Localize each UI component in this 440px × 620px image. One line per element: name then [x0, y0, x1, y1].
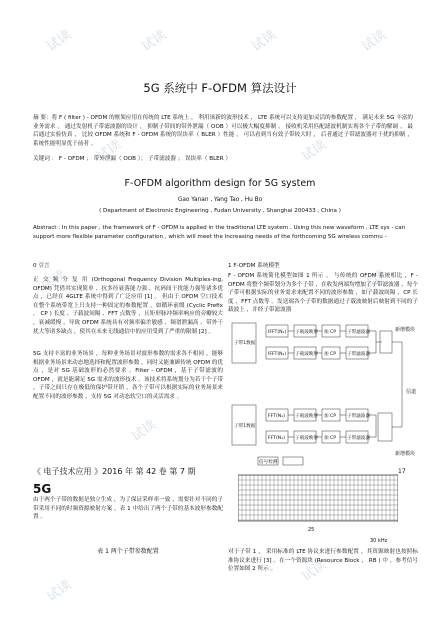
affiliation-en: ( Department of Electronic Engineering , Fudan University , Shanghai 200433 , China ) [99, 208, 341, 214]
watermark: 试读 [44, 27, 75, 55]
left-paragraph-3: 由于两个子带的数据是独立生成 ，为了保证采样率一致 ，需要针对不同的子带采用不同的时频资源映射方案 。表 1 中给出了两个子带的基本波形参数配置 。 [33, 497, 223, 521]
freq-label: 30 kHz [370, 538, 388, 543]
table-caption: 表 1 两个子带参数配置 [97, 548, 159, 555]
cp-label-2: 加 CP [324, 352, 337, 357]
lower-sub-data-label: 子带1数据 [234, 424, 256, 429]
watermark: 试读 [299, 557, 330, 585]
channel-label: 信道 [406, 389, 417, 395]
watermark: 试读 [139, 27, 170, 55]
journal-citation: 《 电子技术应用 》2016 年 第 42 卷 第 7 期 [33, 467, 196, 476]
figure-page-number: 25 [308, 527, 315, 533]
paper-title-cn: 5G 系统中 F-OFDM 算法设计 [143, 81, 297, 95]
watermark: 试读 [299, 137, 330, 165]
cp-label-4: 加 CP [324, 436, 337, 441]
abstract-en: Abstract : In this paper , the framework of F - OFDM is applied in the traditional LTE system . Using this new waveform , LTE sys - can support more flexible parameter configuration , which will meet the increasing needs of the forthcoming 5G wireless commu - [33, 225, 406, 240]
watermark: 试读 [359, 27, 390, 55]
left-paragraph-2: 5G 支持丰富的业务场景 ，每种业务场景对波形参数的需求各不相同 ，能够根据业务场景来动态地选择和配置波形参数 ，同时又能兼顾传统 OFDM 的优点 ，是对 5G 基础波形的必然要求 。Filter - OFDM ，基于子带滤波的 OFDM ，就是能满足 5G 需求的波形技术 。该技术将系统划分为若干个子带 ，子带之间只存在极低的保护带开销 ，各个子带可以根据实际的业务场景来配置不同的波形参数 ，支持 5G 对动态软空口的灵活需求 。 [33, 351, 223, 400]
right-paragraph-1: F - OFDM 系统简化模型如图 1 所示 。 与传统的 OFDM 系统相比 ，F - OFDM 将整个频带划分为多个子带 ，在收发两端均增加了子带滤波器 。每个子带可根据实际的业务需求来配置不同的波形参数 ，如子载波间隔 、CP 长度 、FFT 点数等 。发送端各个子带的数据通过子载波映射后映射到不同的子载波上 ，并经子带滤波器 [228, 273, 418, 314]
watermark: 试读 [359, 267, 390, 295]
watermark: 试读 [129, 417, 160, 445]
sub-data-label: 子带1数据 [234, 341, 256, 346]
right-paragraph-2: 对于子带 1 ， 采用标准的 LTE 协议来进行参数配置 ，其资源映射也按照标准协议来进行 [3] 。在一个资源块 (Resource Block ， RB ) 中 ，参考信号位置如图 2 所示 。 [228, 549, 418, 573]
fofdm-block-diagram [228, 317, 418, 472]
filter-label-4: 子带滤波器 [347, 436, 370, 441]
watermark: 试读 [39, 267, 70, 295]
filter-label-3: 子带滤波器 [347, 414, 370, 419]
watermark: 试读 [249, 27, 280, 55]
new-module-label-top: 新增模块 [395, 327, 416, 333]
left-paragraph-1: 正 交 频 分 复 用 (Orthogonal Frequency Division Multiplex-ing, OFDM) 凭借其实现简单 、抗多径衰落能力强 、抗码间干扰能力强等诸多优点 ，已经在 4GLTE 系统中得到了广泛应用 [1] 。 但由于 OFDM 空口技术在整个系统带宽上只支持一种固定的参数配置 ，如循环前缀 (Cyclic Prefix ， CP ) 长度 、子载波间隔 、FFT 点数等 ，且矩形脉冲频率响应的旁瓣较大 ，衰减缓慢 ，导致 OFDM 系统具有对频率偏差敏感 、频谱泄漏高 、带外干扰大等诸多缺点 ，使其在未来无线通信中的应用受到了严重的限制 [2] 。 [33, 277, 223, 335]
keywords-cn: 关键词 ： F - OFDM ； 带外泄漏（ OOB ）； 子带滤波器 ； 误块率（ BLER ） [33, 156, 231, 162]
fft-label: FFT(N₁) [268, 414, 285, 419]
ifft-label: IFFT(N₁) [268, 330, 287, 335]
filter-label: 子带滤波器 [347, 330, 370, 335]
section-0-heading: 0 引言 [33, 263, 50, 269]
resource-grid-figure [238, 473, 398, 543]
page-number: 17 [398, 468, 406, 475]
journal-5g-mark: 5G [33, 482, 52, 496]
sub-map-label-3: 子载波映射 [295, 414, 318, 419]
ifft-label-2: IFFT(N₁) [268, 352, 287, 357]
abstract-cn: 摘 要：将 F ( filter ) - OFDM 的框架应用在传统的 LTE 系统上 ， 利用该新的波形技术 ， LTE 系统可以支持更加灵活的参数配置 ， 满足未来 5G 丰富的业务需求 。 通过发射机子带滤波器的设计 ， 抑制子带间的带外泄漏（ OOB ）可以极大幅度抑制 。 接收机采用匹配滤波机制实现各个子带的解调 。 最后通过实验仿真 ， 比较 OFDM 系统和 F - OFDM 系统的误块率（ BLER ）性能 ， 可以看到当有效子带较大时 ， 后者通过子带滤波器对干扰的抑制 ， 系统性能明显优于前者 。 [33, 115, 413, 147]
paper-title-en: F-OFDM algorithm design for 5G system [124, 178, 316, 189]
watermark: 试读 [94, 137, 125, 165]
new-module-label-bottom: 新增模块 [395, 451, 416, 457]
cp-label-3: 加 CP [324, 414, 337, 419]
cp-label: 加 CP [324, 330, 337, 335]
sub-map-label-2: 子载波映射 [295, 352, 318, 357]
section-1-heading: 1 F-OFDM 系统模型 [228, 263, 280, 269]
authors-en: Gao Yanan , Yang Tao , Hu Bo [177, 197, 263, 203]
watermark: 试读 [44, 577, 75, 605]
sub-map-label: 子载波映射 [295, 330, 318, 335]
detect-label: 信号检测 [259, 460, 278, 465]
fft-label-2: FFT(N₁) [268, 436, 285, 441]
filter-label-2: 子带滤波器 [347, 352, 370, 357]
sub-map-label-4: 子载波映射 [295, 436, 318, 441]
